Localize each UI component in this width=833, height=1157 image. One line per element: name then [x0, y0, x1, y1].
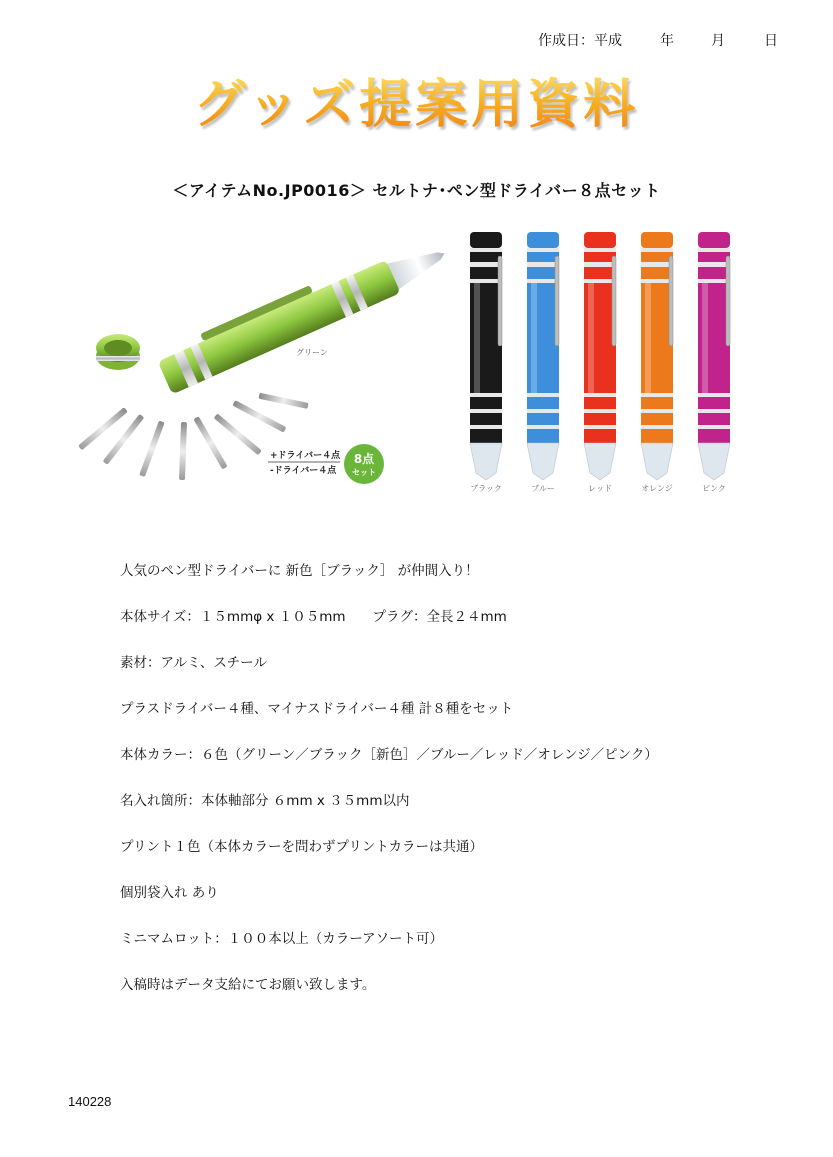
creation-date-line: [538, 30, 798, 50]
pen-color-label: ブラック: [470, 484, 502, 493]
plus-driver-label: +ドライバー４点: [270, 451, 341, 461]
spec-line-minimum-lot: ミニマムロット：１００本以上（カラーアソート可）: [120, 931, 444, 947]
spec-line-imprint-area: 名入れ箇所：本体軸部分 ６mm x ３５mm以内: [120, 793, 410, 809]
spec-line-print: プリント１色（本体カラーを問わずプリントカラーは共通）: [120, 839, 484, 855]
day-label: 日: [764, 33, 778, 49]
product-photo: [70, 218, 810, 508]
green-pen-cap: [96, 334, 140, 370]
spec-line-colors: 本体カラー：６色（グリーン／ブラック［新色］／ブルー／レッド／オレンジ／ピンク）: [120, 747, 658, 763]
spec-line-size: 本体サイズ：１５mmφ x １０５mm プラグ：全長２４mm: [120, 609, 507, 625]
document-code: 140228: [68, 1094, 112, 1109]
pen-color-label: オレンジ: [641, 484, 673, 493]
pen-color-label: ブルー: [531, 484, 555, 493]
spec-list: [120, 556, 800, 1016]
year-label: 年: [660, 33, 674, 49]
color-pen-lineup: [470, 232, 730, 493]
badge-number: 8点: [353, 452, 375, 466]
item-heading: ＜アイテムNo.JP0016＞ セルトナ･ペン型ドライバー８点セット: [172, 181, 661, 200]
spec-line-packaging: 個別袋入れ あり: [120, 885, 219, 901]
green-label: グリーン: [296, 348, 328, 357]
badge-text: セット: [352, 468, 376, 477]
created-label: 作成日：平成: [538, 33, 622, 49]
green-pen: [154, 230, 451, 395]
pen-4: [641, 232, 673, 480]
pen-3: [584, 232, 616, 480]
page-title: グッズ提案用資料: [0, 70, 833, 140]
spec-line-material: 素材：アルミ、スチール: [120, 655, 267, 671]
pen-2: [527, 232, 559, 480]
spec-line-artwork: 入稿時はデータ支給にてお願い致します。: [120, 977, 376, 993]
spec-line-bits: プラスドライバー４種、マイナスドライバー４種 計８種をセット: [120, 701, 514, 717]
set-badge: [344, 444, 384, 484]
month-label: 月: [711, 33, 725, 49]
pen-5: [698, 232, 730, 480]
spec-line-headline: 人気のペン型ドライバーに 新色［ブラック］ が仲間入り！: [120, 563, 479, 579]
pen-color-label: レッド: [588, 484, 612, 493]
pen-1: [470, 232, 502, 480]
minus-driver-label: -ドライバー４点: [270, 466, 337, 476]
pen-color-label: ピンク: [702, 484, 726, 493]
